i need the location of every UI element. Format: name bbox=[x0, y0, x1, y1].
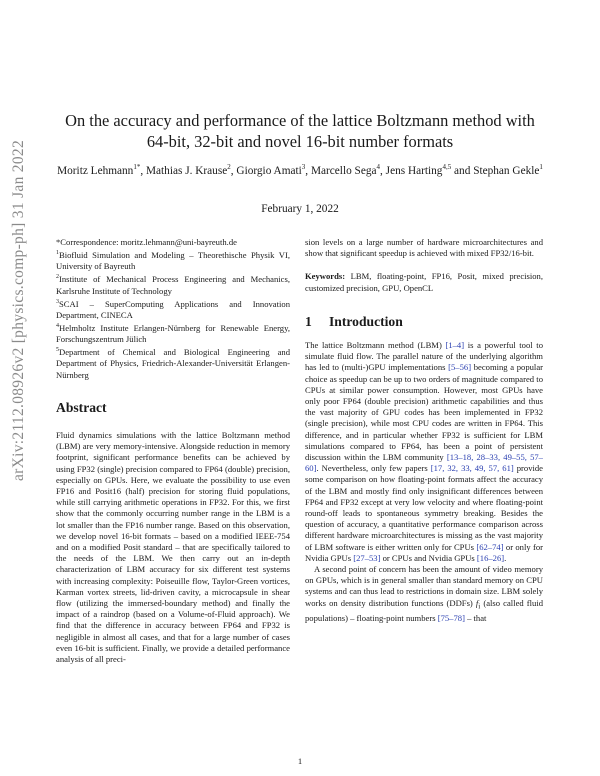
author-affiliation-mark: 4,5 bbox=[442, 163, 452, 171]
affiliation-text: Helmholtz Institute Erlangen-Nürnberg for Renewable Energy, Forschungszentrum Jülich bbox=[56, 322, 290, 345]
text-run: A second point of concern has been the amount of video memory on GPUs, which is in general smaller than standard memory on CPU systems and can thus lead to restrictions in domain size. LBM solely works on density distribution functions (DDFs) bbox=[305, 564, 543, 608]
author-list: Moritz Lehmann$^{1*}$, Mathias J. Krause$^2$, Giorgio Amati$^3$, Marcello Sega$^4$, Jens Harting$^{4,5}$ and Stephan Gekle$^1$ bbox=[57, 163, 543, 177]
affiliation-number: 4 bbox=[56, 323, 59, 329]
text-run: or CPUs and Nvidia GPUs bbox=[380, 552, 477, 563]
section-number: 1 bbox=[305, 313, 312, 329]
intro-paragraph-2 bbox=[305, 564, 543, 624]
affiliation-text: Institute of Mechanical Process Engineering and Mechanics, Karlsruhe Institute of Technology bbox=[56, 274, 290, 296]
author-affiliation-mark: 1 bbox=[539, 163, 543, 171]
text-run: The lattice Boltzmann method (LBM) bbox=[305, 340, 446, 351]
text-run: or only for Nvidia GPUs bbox=[305, 541, 544, 563]
text-run: becoming a popular choice as speedup can be up to two orders of magnitude compared to CPUs at similar power consumption. However, most GPUs have only poor FP64 (double precision) arithmetic capabilities and thus the vast majority of GPU codes has been implemented in FP32 (single precision), while most CPU codes are written in FP64. This difference, and in particular whether FP32 is sufficient for LBM simulations compared to FP64, has been a point of persistent discussion within the LBM community bbox=[305, 362, 543, 463]
author-name: Giorgio Amati bbox=[236, 164, 302, 177]
text-run: . Nevertheless, only few papers bbox=[316, 463, 431, 474]
author-name: Marcello Sega bbox=[310, 164, 377, 177]
page-number: 1 bbox=[297, 756, 303, 766]
author-affiliation-mark: 2 bbox=[227, 163, 231, 171]
right-column bbox=[305, 237, 543, 624]
keywords bbox=[305, 271, 543, 293]
section-title: Introduction bbox=[329, 313, 403, 329]
text-run: is a powerful tool to simulate fluid flow. The parallel nature of the underlying algorithm has led to (multi-)GPU implementations bbox=[305, 340, 543, 373]
citation-link[interactable]: [5–56] bbox=[448, 362, 472, 373]
author-name: Moritz Lehmann bbox=[57, 164, 134, 177]
author-affiliation-mark: 3 bbox=[301, 163, 306, 171]
citation-link[interactable]: [27–53] bbox=[353, 552, 381, 563]
text-run: provide some comparison on how floating-point formats affect the accuracy of the LBM and mostly find only insignificant differences between FP64 and FP32 except at very low velocity and where floating-point round-off leads to spontaneous symmetry breaking. Besides the question of accuracy, a quantitative performance comparison across different hardware microarchitectures is missing as the vast majority of LBM software is either written only for CPUs bbox=[305, 463, 543, 552]
affiliation-text: Biofluid Simulation and Modeling – Theorethische Physik VI, University of Bayreuth bbox=[56, 250, 290, 272]
text-run: (also called fluid populations) – floating-point numbers bbox=[305, 597, 544, 623]
affiliation-number: 2 bbox=[56, 274, 59, 281]
keywords-label: Keywords: bbox=[305, 271, 346, 282]
affiliation bbox=[56, 297, 290, 321]
arxiv-identifier: arXiv:2112.08926v2 [physics.comp-ph] 31 Jan 2022 bbox=[10, 140, 27, 482]
text-run: – that bbox=[464, 612, 487, 623]
citation-link[interactable]: [17, 32, 33, 49, 57, 61] bbox=[430, 463, 514, 474]
citation-link[interactable]: [13–18, 28–33, 49–55, 57–60] bbox=[305, 452, 543, 474]
paper-title: On the accuracy and performance of the lattice Boltzmann method with 64-bit, 32-bit and novel 16-bit number formats bbox=[65, 111, 535, 151]
author-name: Stephan Gekle bbox=[473, 164, 540, 177]
citation-link[interactable]: [1–4] bbox=[445, 340, 465, 351]
intro-paragraph-1 bbox=[305, 340, 543, 564]
citation-link[interactable]: [16–26] bbox=[476, 552, 505, 563]
abstract-heading: Abstract bbox=[56, 399, 107, 415]
affiliation bbox=[56, 345, 290, 380]
affiliation-number: 3 bbox=[56, 298, 59, 305]
affiliation-list bbox=[56, 248, 290, 381]
affiliation-number: 1 bbox=[56, 250, 59, 257]
section-heading-introduction bbox=[305, 313, 543, 329]
text-run: . bbox=[504, 552, 507, 563]
citation-link[interactable]: [75–78] bbox=[437, 612, 465, 623]
keywords-text: LBM, floating-point, FP16, Posit, mixed precision, customized precision, GPU, OpenCL bbox=[305, 271, 543, 293]
author-name: Mathias J. Krause bbox=[145, 164, 228, 177]
author-name: Jens Harting bbox=[385, 164, 443, 177]
left-column bbox=[56, 237, 290, 665]
math-symbol: f bbox=[475, 597, 479, 608]
correspondence: *Correspondence: moritz.lehmann@uni-bayreuth.de bbox=[56, 237, 237, 247]
citation-link[interactable]: [62–74] bbox=[476, 541, 504, 552]
affiliation bbox=[56, 321, 290, 345]
author-affiliation-mark: 1* bbox=[133, 163, 141, 171]
abstract-continued: sion levels on a large number of hardware microarchitectures and show that significant speedup is achieved with mixed FP32/16-bit. bbox=[305, 237, 543, 259]
publication-date: February 1, 2022 bbox=[261, 203, 339, 215]
affiliation-number: 5 bbox=[56, 347, 59, 354]
affiliation bbox=[56, 248, 290, 272]
affiliation bbox=[56, 272, 290, 296]
subscript: i bbox=[478, 602, 481, 611]
affiliation-text: Department of Chemical and Biological Engineering and Department of Physics, Friedrich-Alexander-Universität Erlangen-Nürnberg bbox=[56, 347, 290, 380]
author-affiliation-mark: 4 bbox=[376, 163, 381, 171]
affiliation-text: SCAI – SuperComputing Applications and Innovation Department, CINECA bbox=[56, 298, 290, 320]
abstract-text: Fluid dynamics simulations with the lattice Boltzmann method (LBM) are very memory-intensive. Alongside reduction in memory footprint, significant performance benefits can be achieved by using FP32 (single) precision compared to FP64 (double) precision, especially on GPUs. Here, we evaluate the possibility to use even FP16 and Posit16 (half) precision for storing fluid populations, while still carrying arithmetic operations in FP32. For this, we first show that the commonly occurring number range in the LBM is a lot smaller than the FP16 number range. Based on this observation, we develop novel 16-bit formats – based on a modified IEEE-754 and on a modified Posit standard – that are specifically tailored to the needs of the LBM. We then carry out an in-depth characterization of LBM accuracy for six different test systems with increasing complexity: Poiseuille flow, Taylor-Green vortices, Karman vortex streets, lid-driven cavity, a microcapsule in shear flow (utilizing the immersed-boundary method) and finally the impact of a raindrop (based on a Volume-of-Fluid approach). We find that the difference in accuracy between FP64 and FP32 is negligible in almost all cases, and that for a large number of cases even 16-bit is sufficient. Finally, we provide a detailed performance analysis of all preci- bbox=[56, 429, 290, 664]
